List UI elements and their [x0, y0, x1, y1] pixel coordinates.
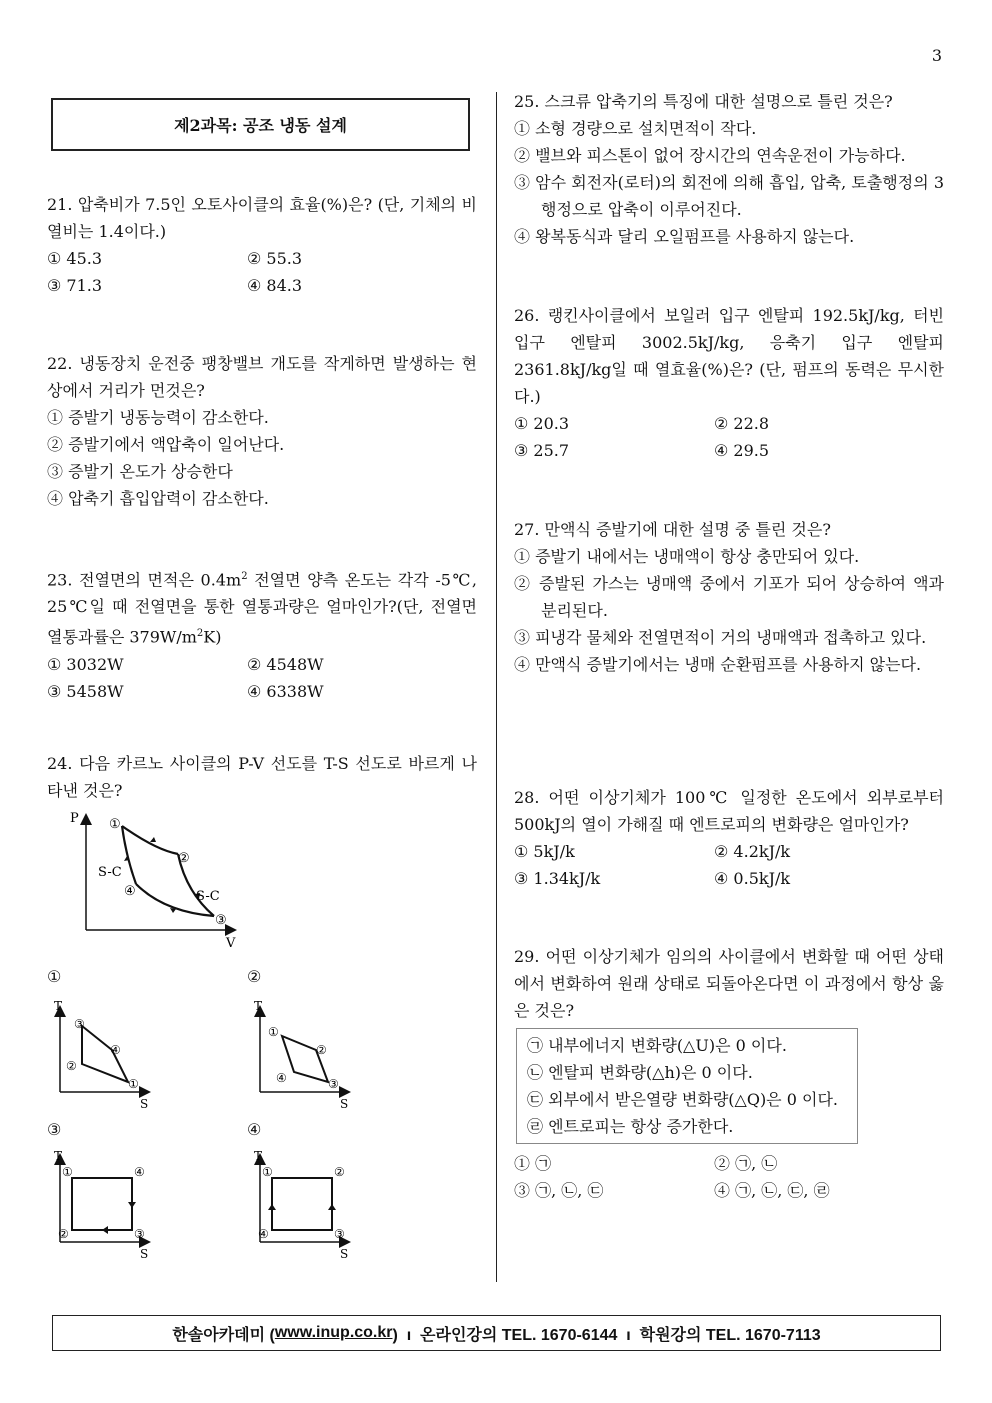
subject-title: 제2과목: 공조 냉동 설계	[174, 116, 347, 135]
ts-diagram-choice-2	[250, 998, 360, 1110]
question-27-stem: 27. 만액식 증발기에 대한 설명 중 틀린 것은?	[514, 520, 831, 539]
pv-diagram	[64, 808, 244, 950]
q27-option-1: ① 증발기 내에서는 냉매액이 항상 충만되어 있다.	[514, 547, 860, 566]
q22-option-1: ① 증발기 냉동능력이 감소한다.	[47, 408, 269, 427]
ts1-label-s: S	[140, 1097, 149, 1110]
q22-option-4: ④ 압축기 흡입압력이 감소한다.	[47, 489, 269, 508]
svg-text:①: ①	[128, 1077, 139, 1091]
footer-website-link[interactable]: www.inup.co.kr	[274, 1324, 393, 1341]
q29-option-4: ④ ㉠, ㉡, ㉢, ㉣	[714, 1181, 830, 1200]
q21-option-2: ② 55.3	[247, 249, 303, 268]
pv-label-4: ④	[124, 884, 136, 899]
q24-choice-3-label: ③	[47, 1120, 62, 1139]
svg-text:③: ③	[334, 1227, 345, 1241]
q25-option-1: ① 소형 경량으로 설치면적이 작다.	[514, 119, 757, 138]
q24-choice-2-label: ②	[247, 967, 262, 986]
page-number: 3	[931, 46, 942, 65]
svg-text:①: ①	[262, 1165, 273, 1179]
svg-text:③: ③	[328, 1077, 339, 1091]
q26-option-4: ④ 29.5	[714, 441, 770, 460]
q24-choice-1-label: ①	[47, 967, 62, 986]
svg-text:④: ④	[258, 1227, 269, 1241]
ts2-label-s: S	[340, 1097, 349, 1110]
ts3-label-t: T	[54, 1149, 63, 1163]
question-27	[514, 516, 944, 678]
q23-option-4: ④ 6338W	[247, 681, 324, 701]
question-22-stem: 22. 냉동장치 운전중 팽창밸브 개도를 작게하면 발생하는 현상에서 거리가 먼것은?	[47, 354, 477, 400]
question-28	[514, 784, 944, 892]
pv-label-sc-right: S-C	[196, 889, 220, 904]
question-29	[514, 943, 944, 1204]
svg-text:②: ②	[316, 1043, 327, 1057]
ts3-label-s: S	[140, 1247, 149, 1260]
q28-option-1: ① 5kJ/k	[514, 842, 575, 861]
pv-label-p: P	[70, 811, 79, 826]
q29-option-2: ② ㉠, ㉡	[714, 1154, 778, 1173]
q27-option-3: ③ 피냉각 물체와 전열면적이 거의 냉매액과 접촉하고 있다.	[514, 628, 927, 647]
question-22	[47, 350, 477, 512]
q21-option-1: ① 45.3	[47, 249, 103, 268]
q29-option-3: ③ ㉠, ㉡, ㉢	[514, 1181, 604, 1200]
q28-option-3: ③ 1.34kJ/k	[514, 869, 601, 888]
q29-statement-box	[516, 1028, 858, 1144]
q23-option-3: ③ 5458W	[47, 681, 124, 701]
footer-academy: 한솔아카데미 (	[172, 1326, 275, 1344]
svg-text:②: ②	[66, 1059, 77, 1073]
q29-statement-3: ㉢ 외부에서 받은열량 변화량(△Q)은 0 이다.	[527, 1090, 838, 1109]
q23-option-1: ① 3032W	[47, 654, 124, 674]
ts-diagram-choice-4	[250, 1148, 360, 1260]
question-24-stem: 24. 다음 카르노 사이클의 P-V 선도를 T-S 선도로 바르게 나타낸 것은?	[47, 754, 477, 800]
pv-curve-1-2	[122, 826, 178, 854]
subject-title-box	[51, 98, 470, 151]
svg-text:①: ①	[268, 1025, 279, 1039]
footer-banner	[52, 1315, 941, 1351]
ts1-label-t: T	[54, 999, 63, 1013]
question-25-stem: 25. 스크류 압축기의 특징에 대한 설명으로 틀린 것은?	[514, 92, 893, 111]
question-28-stem: 28. 어떤 이상기체가 100℃ 일정한 온도에서 외부로부터 500kJ의 열이 가해질 때 엔트로피의 변화량은 얼마인가?	[514, 788, 944, 834]
pv-label-1: ①	[109, 817, 121, 832]
svg-text:④: ④	[276, 1071, 287, 1085]
pv-label-3: ③	[215, 913, 227, 928]
pv-label-v: V	[226, 936, 236, 950]
q27-option-2: ② 증발된 가스는 냉매액 중에서 기포가 되어 상승하여 액과 분리된다.	[514, 574, 944, 620]
q27-option-4: ④ 만액식 증발기에서는 냉매 순환펌프를 사용하지 않는다.	[514, 655, 922, 674]
question-23-stem: 23. 전열면의 면적은 $0.4m^2$ 전열면 양측 온도는 각각 -5℃, 25℃일 때 전열면을 통한 열통과량은 얼마인가?(단, 전열면 열통과률은 $379W/m^2K$)	[47, 570, 478, 647]
ts4-label-t: T	[254, 1149, 263, 1163]
question-23	[47, 563, 477, 705]
question-25	[514, 88, 944, 250]
ts-diagram-choice-3	[50, 1148, 160, 1260]
q29-statement-4: ㉣ 엔트로피는 항상 증가한다.	[527, 1117, 734, 1136]
question-29-stem: 29. 어떤 이상기체가 임의의 사이클에서 변화할 때 어떤 상태에서 변화하여 원래 상태로 되돌아온다면 이 과정에서 항상 옳은 것은?	[514, 947, 944, 1020]
q28-option-2: ② 4.2kJ/k	[714, 842, 791, 861]
question-21	[47, 191, 477, 299]
svg-text:②: ②	[58, 1227, 69, 1241]
q29-option-1: ① ㉠	[514, 1154, 552, 1173]
ts4-label-s: S	[340, 1247, 349, 1260]
svg-text:①: ①	[62, 1165, 73, 1179]
svg-text:④: ④	[110, 1043, 121, 1057]
q26-option-2: ② 22.8	[714, 414, 770, 433]
svg-text:②: ②	[334, 1165, 345, 1179]
ts2-label-t: T	[254, 999, 263, 1013]
pv-label-2: ②	[178, 851, 190, 866]
q21-option-3: ③ 71.3	[47, 276, 103, 295]
question-26-stem: 26. 랭킨사이클에서 보일러 입구 엔탈피 192.5kJ/kg, 터빈 입구 엔탈피 3002.5kJ/kg, 응축기 입구 엔탈피 2361.8kJ/kg일 때 열효율(%)은? (단, 펌프의 동력은 무시한다.)	[514, 306, 944, 406]
q26-option-1: ① 20.3	[514, 414, 570, 433]
footer-contacts: ) ı 온라인강의 TEL. 1670-6144 ı 학원강의 TEL. 1670-7113	[392, 1326, 821, 1344]
q28-option-4: ④ 0.5kJ/k	[714, 869, 791, 888]
ts-diagram-choice-1	[50, 998, 160, 1110]
q22-option-2: ② 증발기에서 액압축이 일어난다.	[47, 435, 285, 454]
q22-option-3: ③ 증발기 온도가 상승한다	[47, 462, 233, 481]
svg-text:③: ③	[134, 1227, 145, 1241]
q25-option-4: ④ 왕복동식과 달리 오일펌프를 사용하지 않는다.	[514, 227, 855, 246]
q29-statement-2: ㉡ 엔탈피 변화량(△h)은 0 이다.	[527, 1063, 753, 1082]
q25-option-2: ② 밸브와 피스톤이 없어 장시간의 연속운전이 가능하다.	[514, 146, 906, 165]
q25-option-3: ③ 암수 회전자(로터)의 회전에 의해 흡입, 압축, 토출행정의 3행정으로 압축이 이루어진다.	[514, 173, 944, 219]
question-21-stem: 21. 압축비가 7.5인 오토사이클의 효율(%)은? (단, 기체의 비열비는 1.4이다.)	[47, 195, 477, 241]
pv-label-sc-left: S-C	[98, 865, 122, 880]
svg-text:③: ③	[74, 1017, 85, 1031]
q26-option-3: ③ 25.7	[514, 441, 570, 460]
q23-option-2: ② 4548W	[247, 654, 324, 674]
question-24	[47, 750, 477, 804]
q21-option-4: ④ 84.3	[247, 276, 303, 295]
question-26	[514, 302, 944, 464]
svg-text:④: ④	[134, 1165, 145, 1179]
column-divider	[496, 92, 497, 1282]
q29-statement-1: ㉠ 내부에너지 변화량(△U)은 0 이다.	[527, 1036, 787, 1055]
q24-choice-4-label: ④	[247, 1120, 262, 1139]
